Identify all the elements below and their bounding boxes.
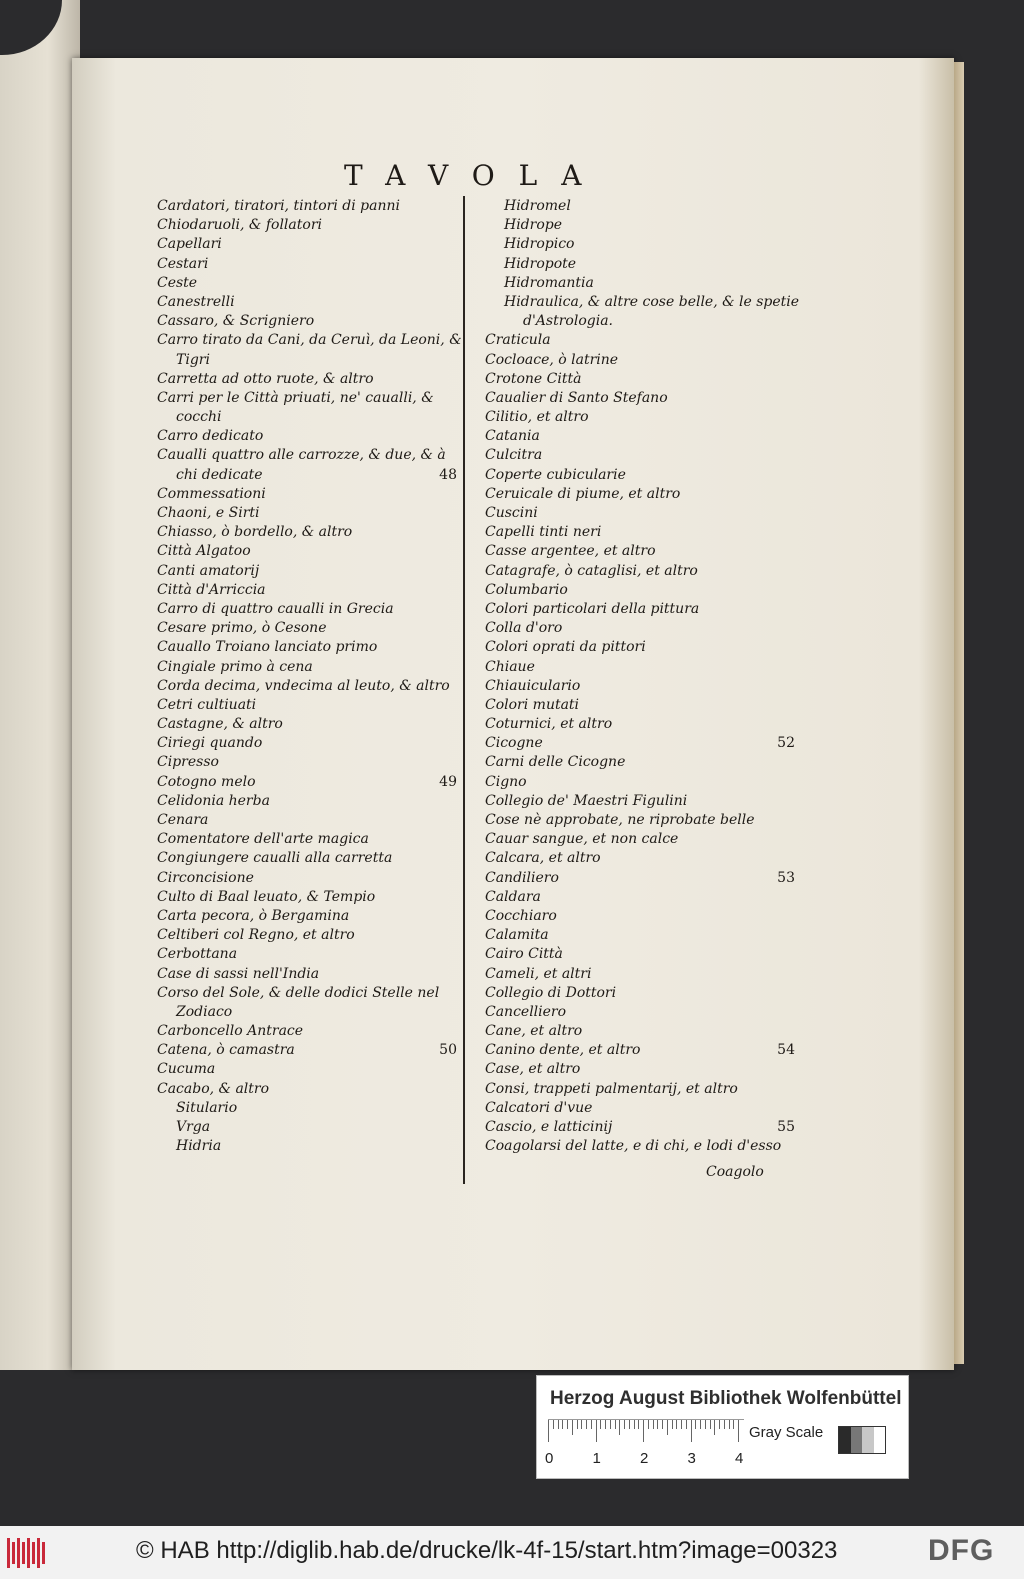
index-entry-text: Capelli tinti neri — [485, 524, 602, 541]
index-entry-text: Cancelliero — [485, 1003, 567, 1020]
index-entry — [157, 792, 457, 811]
index-entry-text: Collegio de' Maestri Figulini — [485, 792, 688, 809]
index-entry-text: Colori particolari della pittura — [485, 600, 700, 617]
page-number: 54 — [777, 1042, 795, 1059]
ruler-tick — [553, 1420, 554, 1429]
index-entry — [485, 600, 795, 619]
ruler-tick — [724, 1420, 725, 1429]
index-entry-text: Cauar sangue, et non calce — [485, 831, 679, 848]
library-name: Herzog August Bibliothek Wolfenbüttel — [550, 1388, 902, 1409]
index-entry — [157, 715, 457, 734]
index-entry — [485, 1022, 795, 1041]
ruler-tick — [638, 1420, 639, 1429]
index-entry-text: Chaoni, e Sirti — [157, 505, 260, 521]
index-entry-text: Casse argentee, et altro — [485, 543, 656, 560]
ruler-tick — [629, 1420, 630, 1429]
index-entry — [485, 562, 795, 581]
ruler-tick — [586, 1420, 587, 1429]
index-entry — [157, 504, 457, 523]
index-entry — [157, 235, 457, 254]
index-entry-text: Zodiaco — [176, 1003, 233, 1020]
index-entry-text: Cose nè approbate, ne riprobate belle — [485, 812, 755, 828]
ruler-tick — [667, 1420, 668, 1435]
index-entry-text: Carretta ad otto ruote, & altro — [157, 370, 374, 387]
index-entry — [485, 849, 795, 868]
page-number: 48 — [439, 466, 457, 483]
index-entry-text: Hidromel — [504, 198, 571, 214]
index-entry — [485, 312, 795, 331]
ruler-tick — [719, 1420, 720, 1429]
index-entry — [485, 485, 795, 504]
ruler-number: 0 — [545, 1450, 554, 1467]
index-entry — [157, 600, 457, 619]
index-entry — [485, 1118, 795, 1137]
index-entry-text: Hidraulica, & altre cose belle, & le spetie — [504, 293, 800, 310]
index-entry — [157, 562, 457, 581]
index-entry-text: Hidropote — [504, 255, 577, 272]
index-entry-text: Crotone Città — [485, 370, 582, 387]
index-entry — [485, 638, 795, 657]
index-entry — [485, 907, 795, 926]
index-entry-text: Cotogno melo — [157, 773, 256, 790]
index-entry — [485, 1003, 795, 1022]
ruler-tick — [686, 1420, 687, 1429]
index-entry-text: Congiungere caualli alla carretta — [157, 850, 393, 867]
gray-swatch — [862, 1427, 874, 1453]
ruler-tick — [605, 1420, 606, 1429]
index-entry — [157, 658, 457, 677]
index-entry-text: Case di sassi nell'India — [157, 965, 320, 982]
index-entry-text: Situlario — [176, 1099, 238, 1116]
index-entry-text: Culcitra — [485, 447, 543, 464]
index-entry-text: Carro dedicato — [157, 428, 264, 445]
index-entry — [485, 293, 800, 312]
index-entry — [157, 331, 462, 350]
index-entry-text: Hidropico — [504, 236, 575, 253]
ruler-tick — [653, 1420, 654, 1429]
ruler-tick — [615, 1420, 616, 1429]
page-number: 49 — [439, 773, 457, 790]
index-entry — [485, 389, 795, 408]
index-entry-text: Consi, trappeti palmentarij, et altro — [485, 1080, 738, 1097]
index-entry — [485, 235, 795, 254]
index-entry-text: Cesare primo, ò Cesone — [157, 620, 327, 637]
index-entry — [485, 1080, 795, 1099]
index-entry-text: Colla d'oro — [485, 620, 563, 637]
index-entry — [157, 677, 457, 696]
index-entry-text: Cetri cultiuati — [157, 696, 257, 713]
index-entry-text: Hidria — [176, 1138, 222, 1155]
index-entry — [485, 984, 795, 1003]
ruler-number: 1 — [592, 1450, 601, 1467]
index-entry-text: Coagolarsi del latte, e di chi, e lodi d'esso — [485, 1138, 782, 1155]
ruler-tick — [567, 1420, 568, 1429]
index-entry — [157, 888, 457, 907]
ruler-tick — [624, 1420, 625, 1429]
index-entry — [485, 408, 795, 427]
index-entry — [157, 197, 457, 216]
index-entry-text: Case, et altro — [485, 1061, 581, 1078]
dfg-logo: DFG — [928, 1534, 995, 1567]
index-entry-text: Ceruicale di piume, et altro — [485, 485, 681, 502]
index-entry — [157, 370, 457, 389]
ruler-tick — [705, 1420, 706, 1429]
index-entry-text: Chiauiculario — [485, 677, 581, 694]
index-entry-text: Commessationi — [157, 485, 266, 502]
ruler-number: 4 — [735, 1450, 744, 1467]
index-entry-text: Colori mutati — [485, 696, 580, 713]
index-entry — [157, 255, 457, 274]
index-entry — [485, 965, 795, 984]
ruler-tick — [558, 1420, 559, 1429]
gray-swatch — [851, 1427, 863, 1453]
index-entry-text: Cuscini — [485, 505, 538, 521]
index-entry — [157, 1137, 457, 1156]
index-entry-text: Calcatori d'vue — [485, 1099, 593, 1116]
column-rule — [463, 196, 465, 1184]
index-entry — [157, 1041, 457, 1060]
index-entry-text: Caldara — [485, 888, 541, 905]
index-entry-text: Cameli, et altri — [485, 965, 592, 982]
index-entry-text: Catania — [485, 428, 540, 445]
index-entry — [157, 773, 457, 792]
index-entry — [485, 581, 795, 600]
ruler-tick — [729, 1420, 730, 1429]
index-entry — [485, 869, 795, 888]
index-entry — [157, 907, 457, 926]
index-entry — [157, 1080, 457, 1099]
index-entry-text: Caualli quattro alle carrozze, & due, & à — [157, 447, 446, 464]
ruler-tick — [691, 1420, 692, 1442]
index-entry — [157, 581, 457, 600]
gray-scale-label: Gray Scale — [749, 1424, 824, 1441]
index-entry — [157, 830, 457, 849]
index-entry — [485, 830, 795, 849]
ruler-tick — [577, 1420, 578, 1429]
index-entry-text: Corda decima, vndecima al leuto, & altro — [157, 677, 450, 694]
ruler-tick — [695, 1420, 696, 1429]
ruler-tick — [591, 1420, 592, 1429]
ruler-number: 3 — [687, 1450, 696, 1467]
page-number: 55 — [777, 1119, 795, 1135]
index-entry — [485, 696, 795, 715]
index-entry-text: Canti amatorij — [157, 562, 260, 579]
index-entry-text: Carni delle Cicogne — [485, 754, 626, 771]
index-entry — [157, 984, 457, 1003]
index-entry — [157, 849, 457, 868]
index-entry-text: Calcara, et altro — [485, 850, 601, 867]
index-entry — [157, 811, 457, 830]
page-number: 50 — [439, 1042, 457, 1059]
index-entry — [157, 1003, 457, 1022]
ruler-numbers — [545, 1450, 745, 1468]
index-entry-text: Cacabo, & altro — [157, 1080, 270, 1097]
index-entry-text: Cenara — [157, 812, 209, 828]
index-entry-text: Cingiale primo à cena — [157, 658, 313, 675]
ruler-tick — [648, 1420, 649, 1429]
index-entry-text: Hidrope — [504, 217, 563, 234]
index-entry-text: Canestrelli — [157, 293, 235, 310]
ruler-tick — [681, 1420, 682, 1429]
index-entry — [157, 696, 457, 715]
index-entry — [485, 619, 795, 638]
index-entry — [157, 216, 457, 235]
index-entry — [157, 466, 457, 485]
index-entry-text: Ciriegi quando — [157, 735, 263, 752]
catchword: Coagolo — [706, 1164, 764, 1180]
scale-card — [536, 1375, 909, 1479]
footer-bar — [0, 1526, 1024, 1579]
index-column-right — [485, 197, 800, 1156]
index-entry — [485, 542, 795, 561]
index-entry — [485, 792, 795, 811]
page-title: TAVOLA — [344, 159, 606, 192]
index-entry — [157, 926, 457, 945]
index-entry-text: Candiliero — [485, 869, 559, 886]
index-entry — [157, 523, 457, 542]
ruler-tick — [596, 1420, 597, 1442]
index-entry-text: Celidonia herba — [157, 792, 270, 809]
page-number: 53 — [777, 869, 795, 886]
index-entry-text: Cassaro, & Scrigniero — [157, 313, 315, 330]
index-entry — [157, 427, 457, 446]
index-entry — [485, 1060, 795, 1079]
index-entry-text: Cardatori, tiratori, tintori di panni — [157, 198, 400, 214]
index-entry — [485, 888, 795, 907]
index-entry-text: Circoncisione — [157, 869, 254, 886]
index-entry-text: Vrga — [176, 1119, 211, 1135]
index-entry — [485, 446, 795, 465]
index-entry-text: chi dedicate — [176, 466, 263, 483]
index-entry — [485, 523, 795, 542]
index-entry — [157, 1099, 457, 1118]
ruler-tick — [710, 1420, 711, 1429]
index-entry — [485, 715, 795, 734]
index-entry — [485, 274, 795, 293]
index-entry — [485, 734, 795, 753]
index-entry-text: Cilitio, et altro — [485, 409, 589, 426]
index-entry-text: Capellari — [157, 236, 222, 253]
index-entry — [157, 965, 457, 984]
index-entry-text: cocchi — [176, 409, 222, 426]
index-entry — [485, 197, 795, 216]
index-entry — [157, 869, 457, 888]
index-entry — [485, 677, 795, 696]
gray-scale-swatches — [838, 1426, 886, 1454]
ruler-tick — [672, 1420, 673, 1429]
ruler-tick — [548, 1420, 549, 1442]
index-entry — [157, 389, 457, 408]
hab-logo-icon — [7, 1538, 47, 1568]
index-entry — [485, 216, 795, 235]
index-entry — [157, 542, 457, 561]
index-entry-text: Coturnici, et altro — [485, 716, 613, 733]
index-entry-text: Catena, ò camastra — [157, 1042, 295, 1059]
ruler-tick — [562, 1420, 563, 1429]
ruler-tick — [634, 1420, 635, 1429]
index-column-left — [157, 197, 462, 1156]
index-entry — [485, 331, 795, 350]
page-fore-edge — [954, 62, 964, 1364]
index-entry-text: Comentatore dell'arte magica — [157, 831, 369, 848]
index-entry-text: Chiodaruoli, & follatori — [157, 217, 322, 234]
index-entry-text: Cocloace, ò latrine — [485, 351, 619, 368]
index-entry — [157, 638, 457, 657]
ruler-number: 2 — [640, 1450, 649, 1467]
index-entry-text: Cicogne — [485, 735, 543, 752]
index-entry-text: Culto di Baal leuato, & Tempio — [157, 888, 376, 905]
index-entry-text: Cane, et altro — [485, 1023, 583, 1040]
index-entry — [157, 734, 457, 753]
index-entry-text: Celtiberi col Regno, et altro — [157, 927, 355, 944]
index-entry-text: Columbario — [485, 581, 568, 598]
index-entry-text: Caualier di Santo Stefano — [485, 389, 668, 406]
ruler-tick — [619, 1420, 620, 1435]
index-entry — [157, 351, 457, 370]
index-entry — [485, 504, 795, 523]
ruler-tick — [738, 1420, 739, 1442]
index-entry-text: Città Algatoo — [157, 543, 251, 560]
ruler-tick — [600, 1420, 601, 1429]
ruler-tick — [581, 1420, 582, 1429]
copyright-url[interactable]: © HAB http://diglib.hab.de/drucke/lk-4f-15/start.htm?image=00323 — [136, 1537, 838, 1564]
index-entry-text: Ceste — [157, 274, 198, 291]
index-entry — [485, 753, 795, 772]
ruler-tick — [676, 1420, 677, 1429]
left-page-edge — [0, 0, 80, 1370]
index-entry-text: Catagrafe, ò cataglisi, et altro — [485, 562, 698, 579]
ruler-tick — [700, 1420, 701, 1429]
page-number: 52 — [777, 735, 795, 752]
index-entry — [157, 446, 457, 465]
index-entry — [157, 1022, 457, 1041]
index-entry-text: Corso del Sole, & delle dodici Stelle nel — [157, 984, 440, 1001]
index-entry — [157, 485, 457, 504]
gray-swatch — [874, 1427, 886, 1453]
index-entry — [485, 351, 795, 370]
index-entry — [485, 811, 795, 830]
ruler — [548, 1419, 744, 1442]
index-entry-text: Carta pecora, ò Bergamina — [157, 907, 350, 924]
index-entry-text: Collegio di Dottori — [485, 984, 617, 1001]
index-entry-text: Cucuma — [157, 1061, 216, 1078]
index-entry-text: Castagne, & altro — [157, 716, 283, 733]
index-entry — [485, 466, 795, 485]
ruler-tick — [643, 1420, 644, 1442]
index-entry-text: Hidromantia — [504, 274, 594, 291]
index-entry-text: Cerbottana — [157, 946, 238, 963]
index-entry — [157, 1118, 457, 1137]
index-entry-text: Cascio, e latticinij — [485, 1119, 613, 1135]
index-entry-text: Tigri — [176, 351, 210, 368]
index-entry-text: Cauallo Troiano lanciato primo — [157, 639, 378, 656]
index-entry-text: Cipresso — [157, 754, 219, 771]
index-entry-text: Carboncello Antrace — [157, 1023, 304, 1040]
index-entry — [485, 945, 795, 964]
index-entry-text: Calamita — [485, 927, 549, 944]
index-entry — [157, 619, 457, 638]
index-entry — [485, 255, 795, 274]
index-entry-text: Colori oprati da pittori — [485, 639, 646, 656]
index-entry — [485, 658, 795, 677]
ruler-tick — [714, 1420, 715, 1435]
index-entry — [157, 274, 457, 293]
index-entry-text: Cigno — [485, 773, 527, 790]
index-entry — [157, 293, 457, 312]
ruler-tick — [610, 1420, 611, 1429]
ruler-tick — [572, 1420, 573, 1435]
index-entry-text: Canino dente, et altro — [485, 1042, 641, 1059]
index-entry — [485, 1099, 795, 1118]
gray-swatch — [839, 1427, 851, 1453]
index-entry-text: Carri per le Città priuati, ne' caualli, & — [157, 389, 434, 406]
index-entry-text: Carro tirato da Cani, da Ceruì, da Leoni, & — [157, 332, 462, 349]
index-entry-text: d'Astrologia. — [523, 313, 613, 330]
index-entry — [157, 1060, 457, 1079]
index-entry — [485, 1041, 795, 1060]
index-entry-text: Coperte cubicularie — [485, 466, 626, 483]
ruler-tick — [657, 1420, 658, 1429]
index-entry-text: Cocchiaro — [485, 907, 557, 924]
index-entry-text: Cairo Città — [485, 946, 563, 963]
index-entry-text: Città d'Arriccia — [157, 581, 266, 598]
index-entry-text: Cestari — [157, 255, 209, 272]
ruler-tick — [733, 1420, 734, 1429]
index-entry — [485, 926, 795, 945]
index-entry — [485, 773, 795, 792]
index-entry — [485, 370, 795, 389]
index-entry — [157, 312, 457, 331]
index-entry-text: Carro di quattro caualli in Grecia — [157, 600, 394, 617]
index-entry — [485, 1137, 795, 1156]
index-entry — [157, 408, 457, 427]
index-entry — [485, 427, 795, 446]
index-entry-text: Chiasso, ò bordello, & altro — [157, 524, 353, 541]
index-entry-text: Craticula — [485, 332, 551, 349]
index-entry — [157, 945, 457, 964]
ruler-tick — [662, 1420, 663, 1429]
index-entry — [157, 753, 457, 772]
index-entry-text: Chiaue — [485, 658, 535, 675]
